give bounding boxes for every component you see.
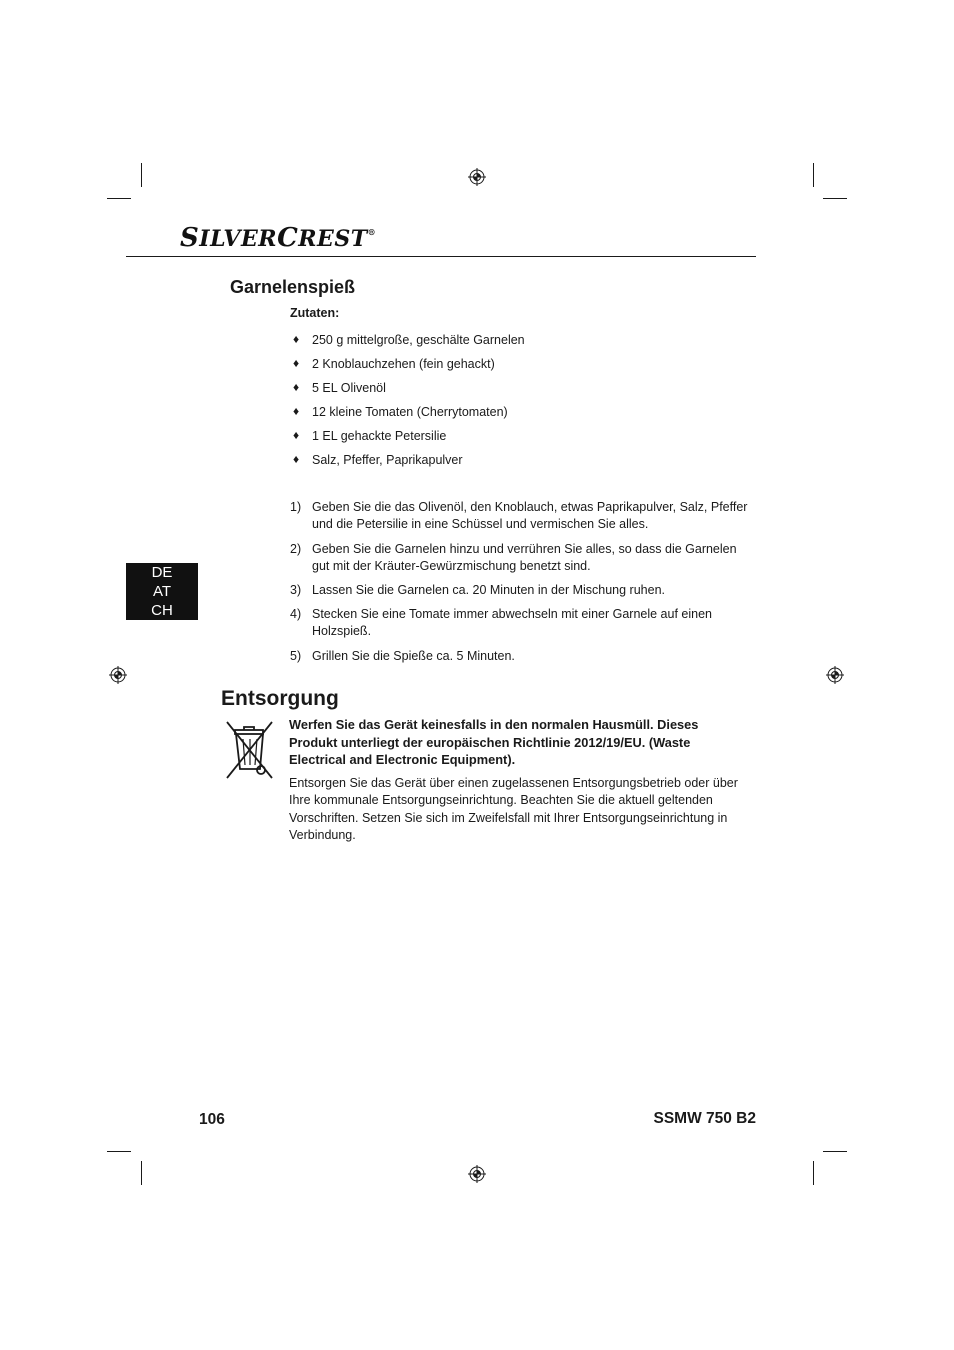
diamond-bullet-icon: ♦ [293, 452, 300, 466]
diamond-bullet-icon: ♦ [293, 332, 300, 346]
step-text: Geben Sie die das Olivenöl, den Knoblauch, etwas Paprikapulver, Salz, Pfeffer und die Petersilie in eine Schüssel und vermischen Sie alles. [312, 500, 748, 531]
language-de: DE [151, 564, 173, 581]
crop-mark-bottom-right-v [813, 1161, 814, 1185]
step-item [290, 582, 750, 599]
crossed-out-wheelie-bin-icon [226, 719, 274, 781]
crop-mark-top-right-v [813, 163, 814, 187]
diamond-bullet-icon: ♦ [293, 356, 300, 370]
registration-mark-top-icon [468, 168, 486, 186]
step-text: Stecken Sie eine Tomate immer abwechseln mit einer Garnele auf einen Holzspieß. [312, 607, 712, 638]
step-number: 1) [290, 500, 302, 514]
logo-text-ilver: ILVER [199, 226, 278, 252]
diamond-bullet-icon: ♦ [293, 404, 300, 418]
step-text: Grillen Sie die Spieße ca. 5 Minuten. [312, 649, 515, 663]
step-text: Geben Sie die Garnelen hinzu und verrühren Sie alles, so dass die Garnelen gut mit der Kräuter-Gewürzmischung benetzt sind. [312, 542, 737, 573]
language-at: AT [152, 583, 172, 600]
language-tab [126, 563, 198, 620]
diamond-bullet-icon: ♦ [293, 428, 300, 442]
silvercrest-logo [180, 223, 376, 253]
ingredient-text: 1 EL gehackte Petersilie [312, 429, 447, 443]
ingredient-text: 250 g mittelgroße, geschälte Garnelen [312, 333, 525, 347]
logo-text-rest: REST [298, 226, 368, 252]
crop-mark-top-left-v [141, 163, 142, 187]
crop-mark-bottom-right-h [823, 1151, 847, 1152]
crop-mark-bottom-left-h [107, 1151, 131, 1152]
ingredient-text: Salz, Pfeffer, Paprikapulver [312, 453, 463, 467]
crop-mark-bottom-left-v [141, 1161, 142, 1185]
crop-mark-top-left-h [107, 198, 131, 199]
ingredient-text: 12 kleine Tomaten (Cherrytomaten) [312, 405, 508, 419]
logo-registered-mark: ® [367, 227, 377, 237]
model-number: SSMW 750 B2 [653, 1110, 756, 1127]
step-text: Lassen Sie die Garnelen ca. 20 Minuten in der Mischung ruhen. [312, 583, 665, 597]
step-number: 4) [290, 607, 302, 621]
language-ch: CH [151, 602, 173, 619]
header-rule [126, 256, 756, 257]
ingredient-text: 5 EL Olivenöl [312, 381, 386, 395]
step-item [290, 648, 750, 665]
registration-mark-right-icon [826, 666, 844, 684]
step-item [290, 606, 750, 640]
diamond-bullet-icon: ♦ [293, 380, 300, 394]
crop-mark-top-right-h [823, 198, 847, 199]
ingredients-label: Zutaten: [290, 306, 340, 320]
ingredient-text: 2 Knoblauchzehen (fein gehackt) [312, 357, 495, 371]
recipe-title: Garnelenspieß [230, 277, 356, 297]
step-number: 2) [290, 542, 302, 556]
page-number: 106 [199, 1111, 225, 1128]
step-item [290, 499, 750, 533]
logo-letter-s: S [180, 223, 200, 253]
registration-mark-bottom-icon [468, 1165, 486, 1183]
disposal-warning: Werfen Sie das Gerät keinesfalls in den normalen Hausmüll. Dieses Produkt unterliegt der europäischen Richtlinie 2012/19/EU. (Waste Electrical and Electronic Equipment). [289, 717, 699, 767]
registration-mark-left-icon [109, 666, 127, 684]
step-number: 5) [290, 649, 302, 663]
disposal-text: Entsorgen Sie das Gerät über einen zugelassenen Entsorgungsbetrieb oder über Ihre kommunale Entsorgungseinrichtung. Beachten Sie die aktuell geltenden Vorschriften. Setzen Sie sich im Zweifelsfall mit Ihrer Entsorgungseinrichtung in Verbindung. [289, 776, 738, 842]
step-item [290, 541, 750, 575]
step-number: 3) [290, 583, 302, 597]
logo-letter-c: C [277, 223, 299, 253]
disposal-title: Entsorgung [221, 687, 339, 710]
